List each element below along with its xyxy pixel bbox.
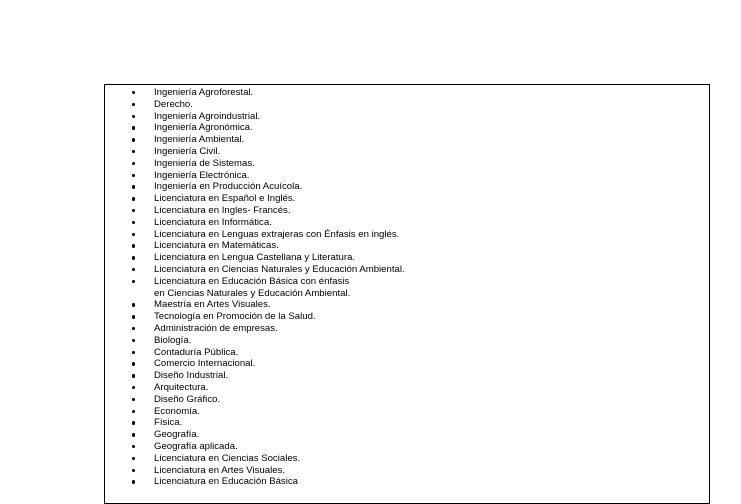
program-list-item: [105, 323, 709, 335]
program-list-item: [105, 347, 709, 359]
program-list-item: [105, 465, 709, 477]
program-name: Licenciatura en Español e Inglés.: [154, 193, 296, 205]
bullet-icon: [132, 386, 135, 389]
bullet-icon: [132, 480, 135, 483]
program-name: Maestría en Artes Visuales.: [154, 299, 271, 311]
program-name: Diseño Industrial.: [154, 370, 229, 382]
program-list-item: [105, 158, 709, 170]
program-name: Licenciatura en Ciencias Sociales.: [154, 452, 301, 464]
bullet-icon: [132, 138, 135, 141]
bullet-icon: [132, 433, 135, 436]
program-list-item: [105, 134, 709, 146]
program-name: Arquitectura.: [154, 381, 209, 393]
program-list-item: [105, 264, 709, 276]
program-list-item: [105, 276, 709, 300]
program-name: Licenciatura en Ciencias Naturales y Educación Ambiental.: [154, 263, 405, 275]
program-name: Licenciatura en Matemáticas.: [154, 240, 279, 252]
program-list-item: [105, 429, 709, 441]
program-name: en Ciencias Naturales y Educación Ambiental.: [154, 287, 351, 299]
program-list-item: [105, 181, 709, 193]
program-list-item: [105, 217, 709, 229]
program-list-item: [105, 453, 709, 465]
program-name: Ingeniería Agroforestal.: [154, 87, 254, 98]
bullet-icon: [132, 315, 135, 318]
bullet-icon: [132, 103, 135, 106]
bullet-icon: [132, 445, 135, 448]
bullet-icon: [132, 209, 135, 212]
program-name: Ingeniería Ambiental.: [154, 134, 245, 146]
bullet-icon: [132, 351, 135, 354]
program-list-item: [105, 358, 709, 370]
program-name: Comercio Internacional.: [154, 358, 256, 370]
program-list-box: [104, 84, 710, 504]
program-name: Diseño Gráfico.: [154, 393, 221, 405]
bullet-icon: [132, 197, 135, 200]
program-list-item: [105, 205, 709, 217]
program-name: Contaduría Pública.: [154, 346, 239, 358]
program-name: Licenciatura en Lenguas extrajeras con Énfasis en inglés.: [154, 228, 400, 240]
program-name: Tecnología en Promoción de la Salud.: [154, 311, 316, 323]
program-name: Licenciatura en Educación Básica con énfasis: [154, 275, 350, 287]
bullet-icon: [132, 339, 135, 342]
program-name: Licenciatura en Educación Básica: [154, 476, 298, 488]
bullet-icon: [132, 280, 135, 283]
program-list-item: [105, 299, 709, 311]
program-name: Ingeniería Agroindustrial.: [154, 110, 261, 122]
program-name: Geografía aplicada.: [154, 440, 238, 452]
bullet-icon: [132, 91, 135, 94]
bullet-icon: [132, 374, 135, 377]
program-list-item: [105, 394, 709, 406]
program-list-item: [105, 311, 709, 323]
program-name: Ingeniería Agronómica.: [154, 122, 253, 134]
program-name: Licenciatura en Lengua Castellana y Literatura.: [154, 252, 356, 264]
program-list-item: [105, 476, 709, 488]
program-list-item: [105, 122, 709, 134]
bullet-icon: [132, 185, 135, 188]
bullet-icon: [132, 457, 135, 460]
bullet-icon: [132, 233, 135, 236]
program-list-item: [105, 417, 709, 429]
bullet-icon: [132, 174, 135, 177]
program-name: Ingeniería de Sistemas.: [154, 157, 255, 169]
program-list-item: [105, 252, 709, 264]
program-list-item: [105, 87, 709, 99]
bullet-icon: [132, 303, 135, 306]
bullet-icon: [132, 221, 135, 224]
bullet-icon: [132, 398, 135, 401]
program-list: [105, 87, 709, 488]
program-name: Derecho.: [154, 98, 193, 110]
program-list-item: [105, 406, 709, 418]
program-list-item: [105, 240, 709, 252]
bullet-icon: [132, 256, 135, 259]
program-list-item: [105, 99, 709, 111]
bullet-icon: [132, 244, 135, 247]
program-name: Ingeniería en Producción Acuícola.: [154, 181, 303, 193]
program-list-item: [105, 370, 709, 382]
program-name: Administración de empresas.: [154, 322, 278, 334]
program-name: Física.: [154, 417, 183, 429]
program-list-item: [105, 335, 709, 347]
bullet-icon: [132, 268, 135, 271]
bullet-icon: [132, 327, 135, 330]
program-name: Economía.: [154, 405, 200, 417]
program-list-item: [105, 111, 709, 123]
bullet-icon: [132, 126, 135, 129]
program-list-item: [105, 229, 709, 241]
bullet-icon: [132, 162, 135, 165]
bullet-icon: [132, 469, 135, 472]
program-name: Licenciatura en Artes Visuales.: [154, 464, 286, 476]
program-list-item: [105, 441, 709, 453]
program-list-item: [105, 382, 709, 394]
bullet-icon: [132, 115, 135, 118]
program-list-item: [105, 193, 709, 205]
program-list-item: [105, 146, 709, 158]
bullet-icon: [132, 362, 135, 365]
program-name: Ingeniería Civil.: [154, 145, 221, 157]
program-list-item: [105, 170, 709, 182]
bullet-icon: [132, 150, 135, 153]
program-name: Biología.: [154, 334, 192, 346]
program-name: Geografía.: [154, 429, 200, 441]
program-name: Licenciatura en Ingles- Francés.: [154, 204, 291, 216]
program-name: Licenciatura en Informática.: [154, 216, 272, 228]
bullet-icon: [132, 421, 135, 424]
program-name: Ingeniería Electrónica.: [154, 169, 250, 181]
bullet-icon: [132, 410, 135, 413]
